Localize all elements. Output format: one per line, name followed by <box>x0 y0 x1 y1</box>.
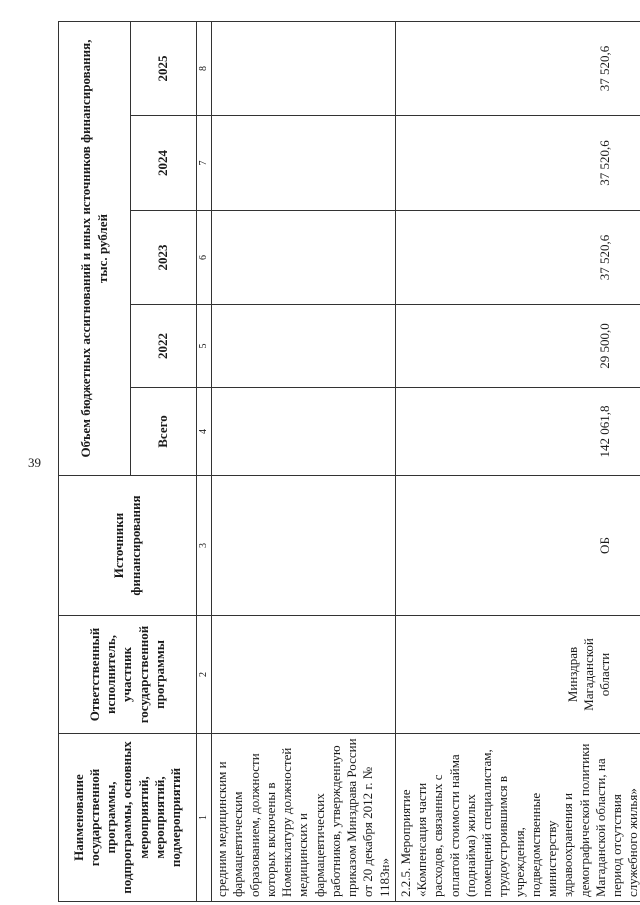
header-year-2023: 2023 <box>131 211 197 305</box>
column-number: 7 <box>197 116 212 211</box>
column-number: 8 <box>197 21 212 115</box>
row-executor <box>212 616 396 734</box>
row-value-2022 <box>212 305 396 388</box>
row-value-2024 <box>212 116 396 211</box>
column-number: 4 <box>197 388 212 476</box>
row-name: 2.2.5. Мероприятие «Компенсация части расходов, связанных с оплатой стоимости найма (поднайма) жилых помещений специалистам, трудоустроившимся в учреждения, подведомственные министерству здравоохранения и демографической политики Магаданской области, на период отсутствия служебного жилья» <box>395 734 640 902</box>
rotated-page <box>58 22 640 902</box>
header-year-2022: 2022 <box>131 305 197 388</box>
row-value-2022: 29 500,0 <box>395 305 640 388</box>
header-year-2024: 2024 <box>131 116 197 211</box>
row-source <box>212 476 396 616</box>
row-value-2025: 37 520,6 <box>395 21 640 115</box>
column-number: 1 <box>197 734 212 902</box>
row-value-2025 <box>212 21 396 115</box>
row-total: 142 061,8 <box>395 388 640 476</box>
header-total: Всего <box>131 388 197 476</box>
row-source: ОБ <box>395 476 640 616</box>
header-sources: Источники финансирования <box>59 476 197 616</box>
row-value-2023: 37 520,6 <box>395 211 640 305</box>
column-number: 3 <box>197 476 212 616</box>
column-number: 2 <box>197 616 212 734</box>
header-year-2025: 2025 <box>131 21 197 115</box>
header-volume: Объем бюджетных ассигнований и иных источников финансирования, тыс. рублей <box>59 21 131 475</box>
row-value-2024: 37 520,6 <box>395 116 640 211</box>
page-number: 39 <box>28 455 41 470</box>
header-executor: Ответственный исполнитель, участник государственной программы <box>59 616 197 734</box>
column-number: 6 <box>197 211 212 305</box>
row-total <box>212 388 396 476</box>
column-number: 5 <box>197 305 212 388</box>
financing-table <box>58 21 640 902</box>
header-name: Наименование государственной программы, подпрограммы, основных мероприятий, мероприятий, подмероприятий <box>59 734 197 902</box>
row-executor: Минздрав Магаданской области <box>395 616 640 734</box>
row-name: средним медицинским и фармацевтическим образованием, должности которых включены в Номенклатуру должностей медицинских и фармацевтических работников, утвержденную приказом Минздрава России от 20 декабря 2012 г. № 1183н» <box>212 734 396 902</box>
row-value-2023 <box>212 211 396 305</box>
